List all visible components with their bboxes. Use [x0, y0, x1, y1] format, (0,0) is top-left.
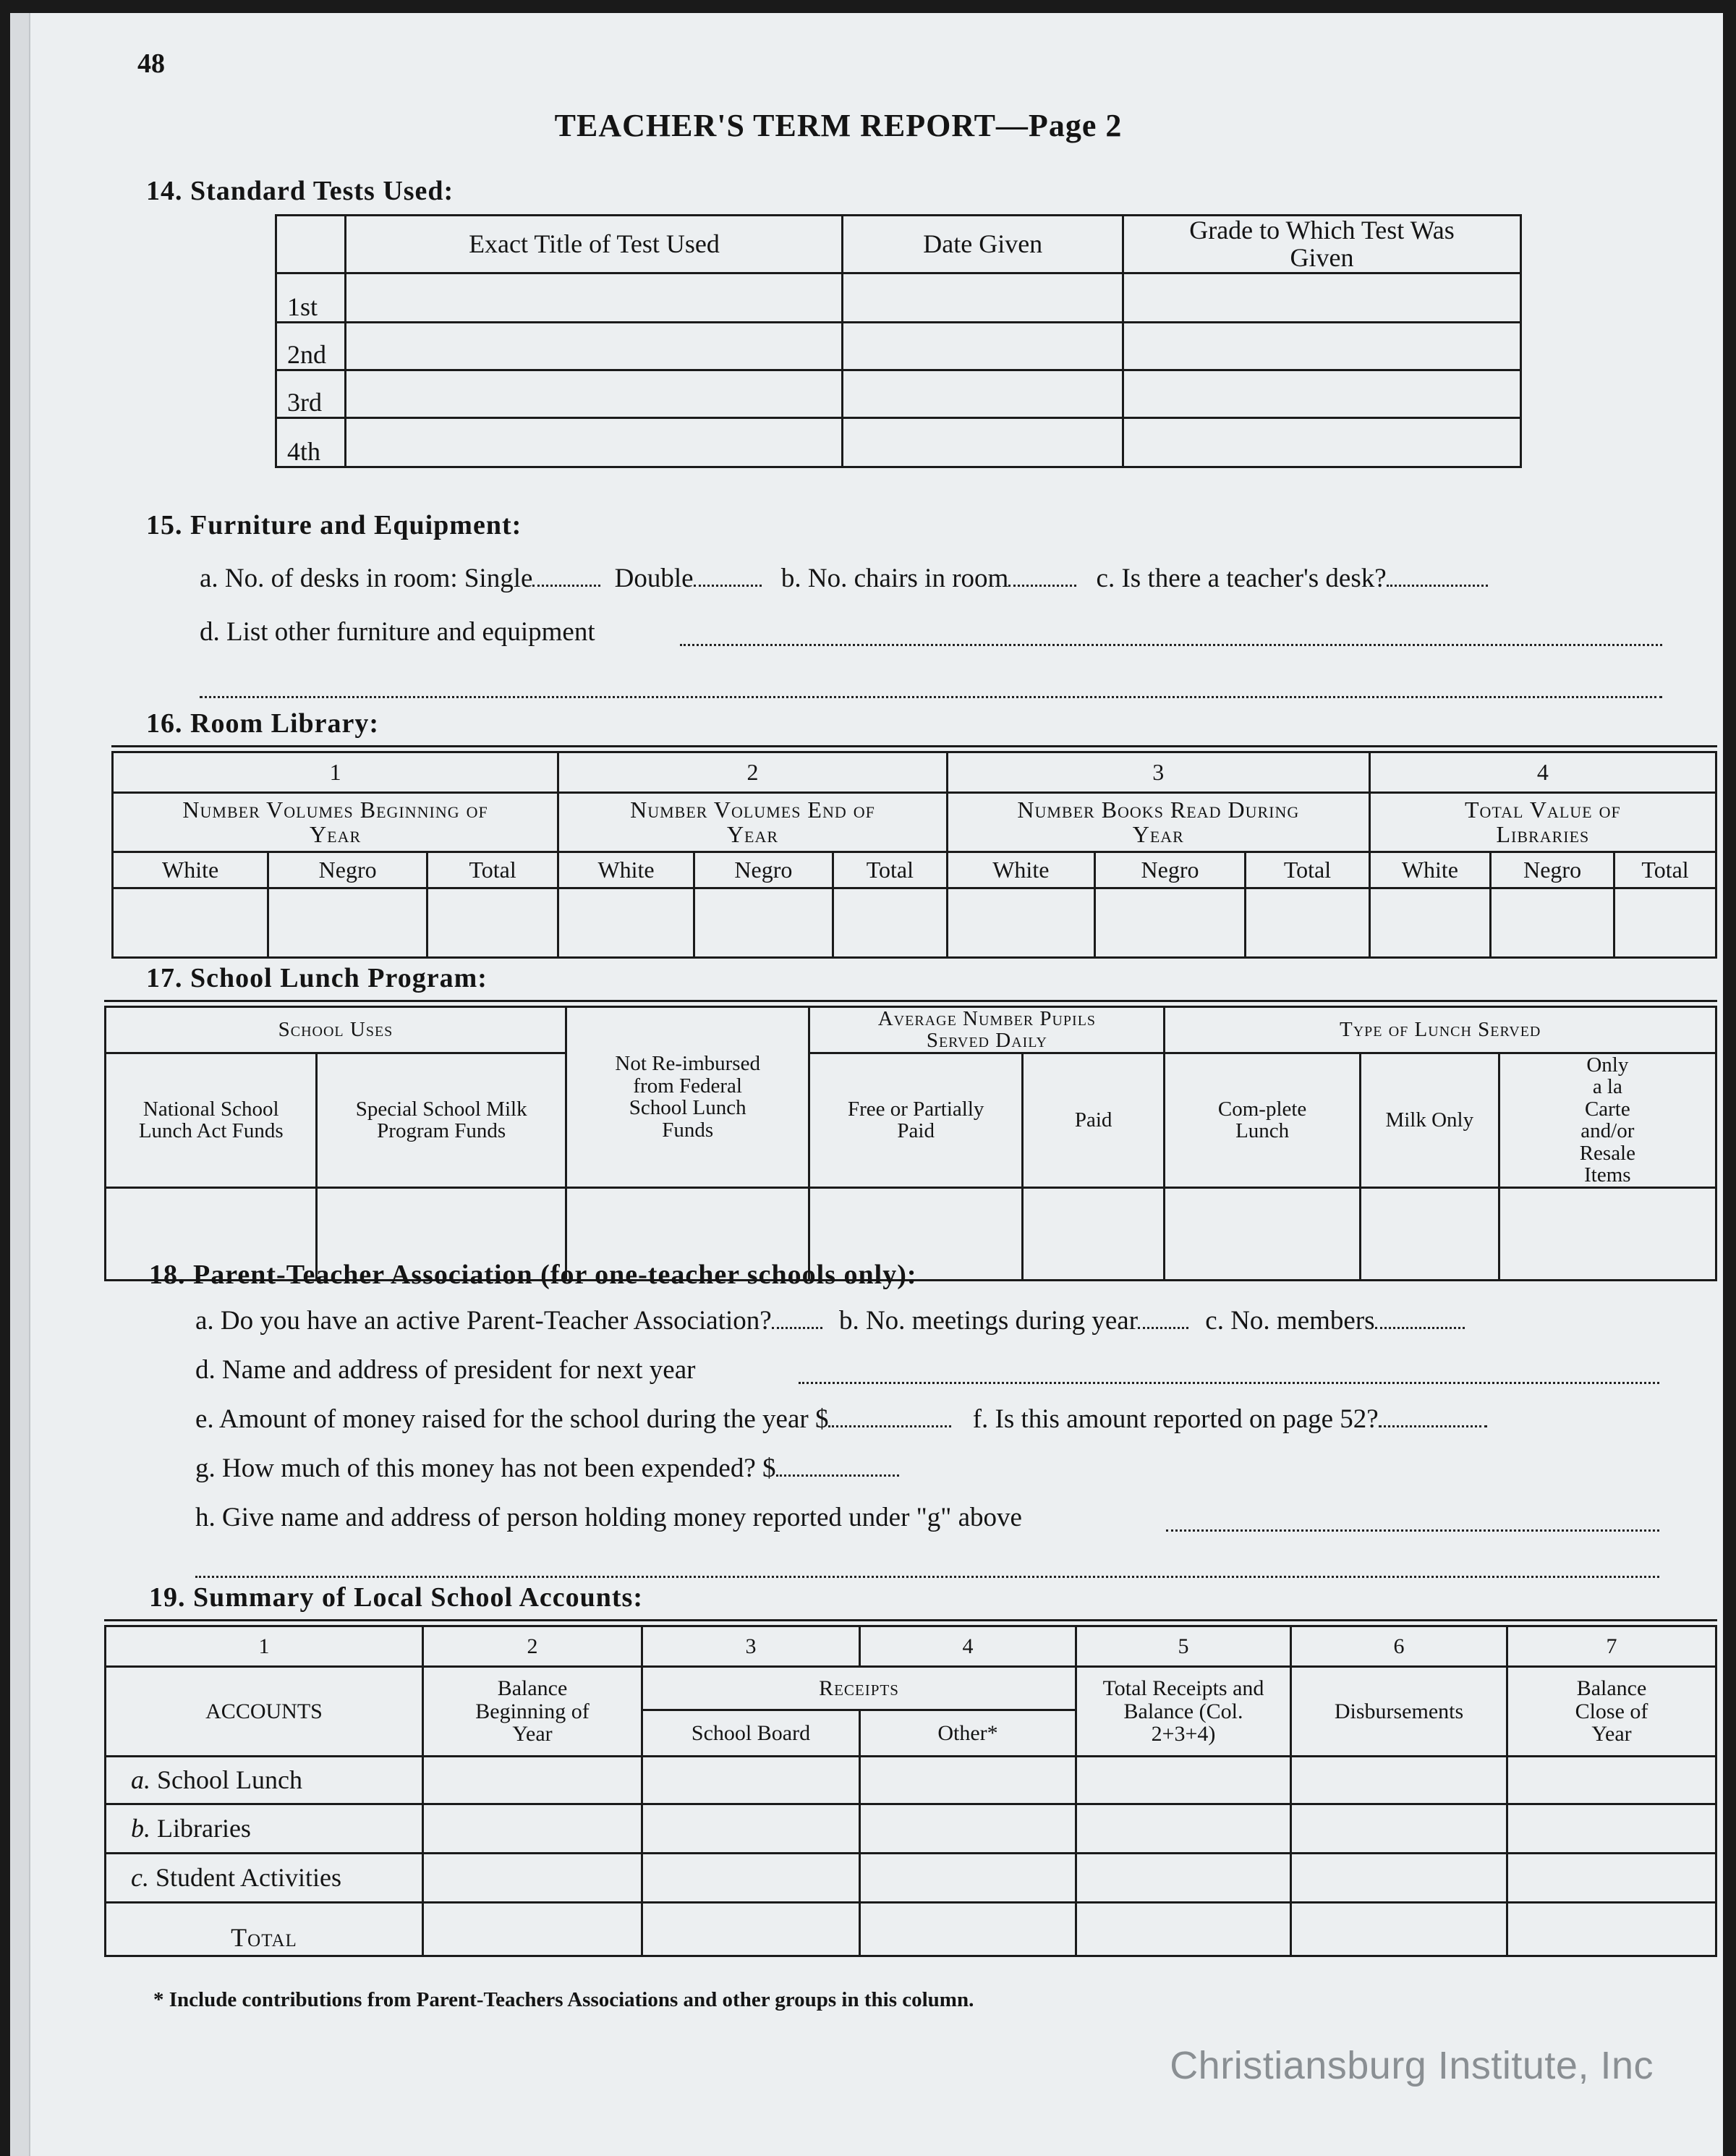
account-cell[interactable]: [1507, 1903, 1716, 1956]
lunch-cell[interactable]: [1499, 1187, 1716, 1280]
account-cell[interactable]: [1507, 1804, 1716, 1854]
lunch-cell[interactable]: [1360, 1187, 1499, 1280]
desks-single-label: a. No. of desks in room: Single: [200, 564, 533, 593]
pta-holder-field[interactable]: [1166, 1529, 1659, 1532]
special-milk-header: Special School Milk Program Funds: [317, 1053, 566, 1187]
account-cell[interactable]: [1507, 1854, 1716, 1903]
library-sub-total: Total: [1246, 852, 1370, 888]
library-sub-negro: Negro: [694, 852, 833, 888]
disbursements-header: Disbursements: [1291, 1667, 1507, 1757]
teacher-desk-field[interactable]: [1387, 585, 1488, 587]
library-cell[interactable]: [1094, 888, 1245, 958]
page-number: 48: [137, 48, 165, 79]
free-partial-header: Free or Partially Paid: [809, 1053, 1023, 1187]
row-label-header: [276, 216, 346, 273]
account-cell[interactable]: [860, 1903, 1076, 1956]
library-cell[interactable]: [558, 888, 694, 958]
library-col-num: 3: [947, 752, 1369, 793]
library-col-num: 4: [1369, 752, 1716, 793]
pta-holder-field-2[interactable]: [195, 1576, 1659, 1578]
test-row-label: 4th: [276, 418, 346, 467]
not-reimbursed-header: Not Re-imbursed from Federal School Lunch Funds: [566, 1007, 809, 1188]
furniture-list-field-2[interactable]: [200, 696, 1662, 698]
account-cell[interactable]: [860, 1757, 1076, 1804]
furniture-list-label: d. List other furniture and equipment: [200, 617, 595, 647]
library-rule: [111, 745, 1717, 747]
lunch-rule: [104, 1000, 1717, 1002]
col-date-given: Date Given: [843, 216, 1123, 273]
milk-only-header: Milk Only: [1360, 1053, 1499, 1187]
pta-active-label: a. Do you have an active Parent-Teacher Association?: [195, 1306, 772, 1336]
chairs-label: b. No. chairs in room: [780, 564, 1009, 593]
balance-close-header: Balance Close of Year: [1507, 1667, 1716, 1757]
desks-double-field[interactable]: [694, 585, 762, 587]
library-sub-negro: Negro: [268, 852, 427, 888]
test-grade-cell[interactable]: [1123, 370, 1520, 418]
school-lunch-table: [104, 1006, 1717, 1281]
account-row-label: b. Libraries: [106, 1804, 423, 1854]
account-cell[interactable]: [642, 1903, 860, 1956]
test-grade-cell[interactable]: [1123, 273, 1520, 323]
desks-single-field[interactable]: [532, 585, 600, 587]
col-exact-title: Exact Title of Test Used: [346, 216, 843, 273]
library-cell[interactable]: [1369, 888, 1490, 958]
library-cell[interactable]: [947, 888, 1094, 958]
pta-reported-field[interactable]: [1379, 1425, 1487, 1427]
test-title-cell[interactable]: [346, 273, 843, 323]
furniture-line-a: [200, 563, 1488, 594]
account-cell[interactable]: [642, 1854, 860, 1903]
library-col-title: Number Volumes End of Year: [558, 793, 948, 852]
test-row-label: 1st: [276, 273, 346, 323]
receipts-header: Receipts: [642, 1667, 1076, 1710]
chairs-field[interactable]: [1008, 585, 1076, 587]
test-date-cell[interactable]: [843, 323, 1123, 370]
test-row-label: 2nd: [276, 323, 346, 370]
library-sub-white: White: [113, 852, 268, 888]
acct-col-num: 2: [423, 1626, 642, 1667]
library-sub-total: Total: [427, 852, 558, 888]
library-cell[interactable]: [1614, 888, 1716, 958]
section-16-heading: 16. Room Library:: [146, 708, 380, 739]
document-page: [10, 13, 1723, 2156]
section-15-heading: 15. Furniture and Equipment:: [146, 510, 522, 540]
account-cell[interactable]: [1507, 1757, 1716, 1804]
watermark-text: Christiansburg Institute, Inc: [1170, 2044, 1654, 2087]
library-sub-negro: Negro: [1491, 852, 1614, 888]
library-cell[interactable]: [427, 888, 558, 958]
acct-col-num: 4: [860, 1626, 1076, 1667]
library-cell[interactable]: [113, 888, 268, 958]
library-col-title: Number Volumes Beginning of Year: [113, 793, 558, 852]
account-row-label: c. Student Activities: [106, 1854, 423, 1903]
footnote: * Include contributions from Parent-Teachers Associations and other groups in this column.: [153, 1988, 974, 2011]
library-cell[interactable]: [1246, 888, 1370, 958]
library-col-title: Total Value of Libraries: [1369, 793, 1716, 852]
test-date-cell[interactable]: [843, 418, 1123, 467]
avg-pupils-header: Average Number Pupils Served Daily: [809, 1007, 1165, 1053]
account-cell[interactable]: [642, 1804, 860, 1854]
account-cell[interactable]: [860, 1804, 1076, 1854]
pta-meetings-label: b. No. meetings during year: [838, 1306, 1139, 1336]
account-cell[interactable]: [1291, 1854, 1507, 1903]
acct-col-num: 6: [1291, 1626, 1507, 1667]
type-lunch-header: Type of Lunch Served: [1165, 1007, 1716, 1053]
acct-col-num: 1: [106, 1626, 423, 1667]
total-receipts-header: Total Receipts and Balance (Col. 2+3+4): [1076, 1667, 1291, 1757]
account-cell[interactable]: [1291, 1757, 1507, 1804]
pta-amount-label: e. Amount of money raised for the school during the year $: [195, 1404, 829, 1434]
library-sub-white: White: [947, 852, 1094, 888]
accounts-header: ACCOUNTS: [106, 1667, 423, 1757]
page-title: TEACHER'S TERM REPORT—Page 2: [554, 108, 1123, 143]
account-cell[interactable]: [423, 1804, 642, 1854]
test-date-cell[interactable]: [843, 273, 1123, 323]
account-cell[interactable]: [1076, 1903, 1291, 1956]
test-date-cell[interactable]: [843, 370, 1123, 418]
library-sub-total: Total: [833, 852, 947, 888]
acct-col-num: 7: [1507, 1626, 1716, 1667]
pta-president-field[interactable]: [799, 1382, 1659, 1384]
pta-active-field[interactable]: [772, 1327, 822, 1329]
library-col-num: 2: [558, 752, 948, 793]
account-cell[interactable]: [1076, 1804, 1291, 1854]
test-grade-cell[interactable]: [1123, 418, 1520, 467]
pta-line-g: [195, 1453, 899, 1484]
test-title-cell[interactable]: [346, 370, 843, 418]
section-14-heading: 14. Standard Tests Used:: [146, 176, 454, 206]
complete-lunch-header: Com-plete Lunch: [1165, 1053, 1361, 1187]
lunch-cell[interactable]: [1022, 1187, 1164, 1280]
furniture-list-field[interactable]: [680, 644, 1662, 646]
library-col-title: Number Books Read During Year: [947, 793, 1369, 852]
test-title-cell[interactable]: [346, 418, 843, 467]
pta-meetings-field[interactable]: [1138, 1327, 1188, 1329]
library-cell[interactable]: [268, 888, 427, 958]
balance-begin-header: Balance Beginning of Year: [423, 1667, 642, 1757]
lunch-cell[interactable]: [1165, 1187, 1361, 1280]
section-18-heading: 18. Parent-Teacher Association (for one-teacher schools only):: [149, 1260, 917, 1290]
a-la-carte-header: Only a la Carte and/or Resale Items: [1499, 1053, 1716, 1187]
paid-header: Paid: [1022, 1053, 1164, 1187]
pta-unexpended-label: g. How much of this money has not been expended? $: [195, 1453, 776, 1483]
pta-line-a: [195, 1305, 1465, 1336]
national-funds-header: National School Lunch Act Funds: [106, 1053, 317, 1187]
acct-col-num: 5: [1076, 1626, 1291, 1667]
page-edge: [10, 13, 30, 2156]
pta-unexpended-field[interactable]: [776, 1474, 899, 1477]
account-cell[interactable]: [860, 1854, 1076, 1903]
school-uses-header: School Uses: [106, 1007, 566, 1053]
pta-amount-field[interactable]: [828, 1425, 951, 1427]
standard-tests-table: [275, 214, 1522, 468]
accounts-table: [104, 1625, 1717, 1957]
account-cell[interactable]: [1291, 1903, 1507, 1956]
room-library-table: [111, 751, 1717, 959]
section-19-heading: 19. Summary of Local School Accounts:: [149, 1582, 643, 1613]
accounts-rule: [104, 1619, 1717, 1621]
col-grade-given: Grade to Which Test Was Given: [1123, 216, 1520, 273]
account-cell[interactable]: [423, 1903, 642, 1956]
test-grade-cell[interactable]: [1123, 323, 1520, 370]
library-cell[interactable]: [1491, 888, 1614, 958]
desks-double-label: Double: [614, 564, 694, 593]
library-sub-negro: Negro: [1094, 852, 1245, 888]
account-cell[interactable]: [423, 1854, 642, 1903]
other-header: Other*: [860, 1710, 1076, 1757]
test-row-label: 3rd: [276, 370, 346, 418]
account-cell[interactable]: [1291, 1804, 1507, 1854]
acct-col-num: 3: [642, 1626, 860, 1667]
library-sub-total: Total: [1614, 852, 1716, 888]
account-cell[interactable]: [1076, 1854, 1291, 1903]
account-cell[interactable]: [1076, 1757, 1291, 1804]
section-17-heading: 17. School Lunch Program:: [146, 963, 488, 993]
account-row-label: a. School Lunch: [106, 1757, 423, 1804]
pta-holder-label: h. Give name and address of person holding money reported under "g" above: [195, 1503, 1022, 1532]
library-sub-white: White: [558, 852, 694, 888]
library-sub-white: White: [1369, 852, 1490, 888]
library-cell[interactable]: [833, 888, 947, 958]
total-row-label: Total: [106, 1903, 423, 1956]
account-cell[interactable]: [642, 1757, 860, 1804]
school-board-header: School Board: [642, 1710, 860, 1757]
teacher-desk-label: c. Is there a teacher's desk?: [1096, 564, 1387, 593]
test-title-cell[interactable]: [346, 323, 843, 370]
account-cell[interactable]: [423, 1757, 642, 1804]
library-col-num: 1: [113, 752, 558, 793]
library-cell[interactable]: [694, 888, 833, 958]
pta-president-label: d. Name and address of president for next year: [195, 1355, 696, 1385]
pta-members-label: c. No. members: [1205, 1306, 1375, 1336]
pta-members-field[interactable]: [1375, 1327, 1465, 1329]
pta-line-e: [195, 1404, 1487, 1435]
pta-reported-label: f. Is this amount reported on page 52?: [972, 1404, 1379, 1434]
